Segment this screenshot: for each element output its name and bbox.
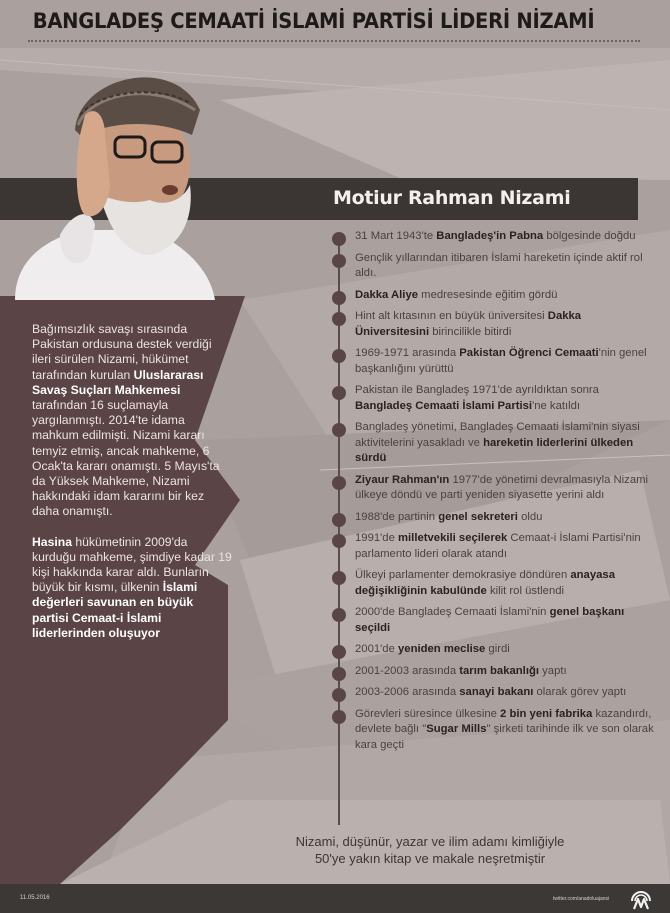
text: 'nin genel başkanlığını yürüttü: [355, 347, 647, 375]
text: tarafından 16 suçlamayla yargılanmıştı. 2014'te idama mahkum edilmişti. Nizami kararı temyiz etmiş, ancak mahkeme, 6 Ocak'ta kararı onamıştı. 5 Mayıs'ta da Yüksek Mahkeme, Nizami hakkındaki idam kararını bir kez daha onamıştı.: [32, 398, 220, 519]
text: kazandırdı, devlete bağlı ": [355, 707, 652, 736]
bold-text: genel sekreteri: [438, 510, 518, 523]
text: 2000'de Bangladeş Cemaati İslami'nin: [355, 606, 550, 619]
bold-text: Uluslararası Savaş Suçları Mahkemesi: [32, 367, 204, 397]
text: kilit rol üstlendi: [486, 584, 565, 597]
bold-text: 2 bin yeni fabrika: [500, 707, 593, 720]
text: Pakistan ile Bangladeş 1971'de ayrıldıktan sonra: [355, 384, 599, 397]
text: 'ne katıldı: [532, 399, 581, 412]
text: 2003-2006 arasında: [355, 686, 460, 699]
timeline-item-agriculture-minister: [325, 664, 655, 679]
text: Bangladeş yönetimi, Bangladeş Cemaati İslami'nin siyasi aktivitelerini yasakladı ve: [355, 421, 640, 449]
text: 1969-1971 arasında: [355, 347, 460, 360]
timeline-item-madrasa: [325, 288, 655, 303]
timeline-dot-icon: [332, 513, 346, 527]
timeline-dot-icon: [332, 386, 346, 400]
bold-text: tarım bakanlığı: [459, 664, 539, 677]
bold-text: Ziyaur Rahman'ın: [355, 473, 450, 486]
timeline-item-factories: [325, 707, 655, 753]
twitter-handle-link[interactable]: twitter.com/anadoluajansi: [553, 896, 610, 902]
timeline-item-parliament-2001: [325, 642, 655, 657]
closing-note: [210, 833, 650, 867]
timeline-dot-icon: [332, 645, 346, 659]
aa-logo-icon: [629, 887, 653, 911]
bold-text: Hasina: [32, 534, 72, 549]
timeline-item-constitution: [325, 568, 655, 599]
timeline-dot-icon: [332, 688, 346, 702]
timeline-dot-icon: [332, 291, 346, 305]
timeline-dot-icon: [332, 476, 346, 490]
timeline-dot-icon: [332, 232, 346, 246]
timeline-dot-icon: [332, 667, 346, 681]
text: bölgesinde doğdu: [543, 230, 636, 242]
page-title: BANGLADEŞ CEMAATİ İSLAMİ PARTİSİ LİDERİ NİZAMİ: [32, 9, 595, 33]
bold-text: yeniden meclise: [398, 643, 486, 656]
tribunal-paragraph: [32, 535, 232, 641]
publish-date: 11.05.2016: [20, 895, 50, 901]
bold-text: sanayi bakanı: [459, 686, 534, 699]
closing-line-1: Nizami, düşünür, yazar ve ilim adamı kimliğiyle: [295, 834, 565, 849]
timeline-item-youth: [325, 251, 655, 282]
timeline-dot-icon: [332, 608, 346, 622]
profile-name: Motiur Rahman Nizami: [333, 187, 571, 209]
header: [0, 0, 670, 48]
bold-text: Bangladeş Cemaati İslami Partisi: [355, 399, 533, 412]
bold-text: Sugar Mills: [426, 723, 487, 736]
timeline-item-industry-minister: [325, 685, 655, 700]
person-portrait-icon: [0, 55, 225, 300]
timeline-item-university: [325, 309, 655, 340]
timeline-item-birth: [325, 229, 655, 244]
text: " şirketi tarihinde ilk ve son olarak kara geçti: [355, 723, 654, 751]
bold-text: milletvekili seçilerek: [398, 532, 508, 545]
timeline-item-student-leader: [325, 346, 655, 377]
bold-text: İslami değerleri savunan en büyük partisi Cemaat-i İslami liderlerinden oluşuyor: [32, 580, 198, 640]
timeline-item-secretary: [325, 510, 655, 525]
text: yaptı: [539, 664, 567, 677]
title-divider: [28, 40, 640, 42]
timeline-dot-icon: [332, 312, 346, 326]
text: 31 Mart 1943'te: [355, 230, 437, 242]
timeline-item-mp: [325, 531, 655, 562]
text: Bağımsızlık savaşı sırasında Pakistan ordusuna destek verdiği ileri sürülen Nizami, hükümet tarafından kurulan: [32, 322, 212, 382]
timeline-dot-icon: [332, 710, 346, 724]
text: Hint alt kıtasının en büyük üniversitesi: [355, 310, 548, 323]
text: 1991'de: [355, 532, 398, 545]
text: medresesinde eğitim gördü: [418, 288, 558, 301]
text: hükümetinin 2009'da kurduğu mahkeme, şimdiye kadar 19 kişi hakkında karar aldı. Bunların büyük bir kısmı, ülkenin: [32, 534, 232, 595]
left-panel-text: [32, 322, 232, 656]
timeline-item-joined-party: [325, 383, 655, 414]
text: Gençlik yıllarından itibaren İslami hareketin içinde aktif rol aldı.: [355, 251, 643, 279]
bold-text: genel başkanı seçildi: [355, 606, 625, 634]
text: Cemaat-i İslami Partisi'nin parlamento lideri olarak atandı: [355, 532, 641, 560]
biography-timeline: [325, 229, 655, 759]
timeline-item-return: [325, 473, 655, 504]
closing-line-2: 50'ye yakın kitap ve makale neşretmiştir: [314, 851, 546, 866]
text: Görevleri süresince ülkesine: [355, 707, 501, 720]
timeline-dot-icon: [332, 534, 346, 548]
timeline-dot-icon: [332, 571, 346, 585]
trial-paragraph: [32, 322, 232, 520]
timeline-item-exile: [325, 420, 655, 466]
timeline-item-chairman: [325, 605, 655, 636]
text: Ülkeyi parlamenter demokrasiye döndüren: [355, 569, 571, 582]
bold-text: Bangladeş'in Pabna: [436, 230, 544, 242]
timeline-dot-icon: [332, 423, 346, 437]
text: oldu: [517, 510, 543, 523]
text: 1977'de yönetimi devralmasıyla Nizami ülkeye döndü ve parti yeniden siyasette yerini aldı: [355, 473, 649, 501]
bold-text: Dakka Üniversitesini: [355, 310, 582, 338]
footer: [0, 884, 670, 913]
timeline-dot-icon: [332, 254, 346, 268]
text: girdi: [485, 643, 510, 656]
text: olarak görev yaptı: [533, 686, 627, 699]
timeline-dot-icon: [332, 349, 346, 363]
text: 2001-2003 arasında: [355, 664, 460, 677]
text: 2001'de: [355, 643, 398, 656]
text: 1988'de partinin: [355, 510, 439, 523]
bold-text: hareketin liderlerini ülkeden sürdü: [355, 436, 634, 464]
text: birincilikle bitirdi: [429, 325, 512, 338]
bold-text: Pakistan Öğrenci Cemaati: [459, 347, 599, 360]
bold-text: anayasa değişikliğinin kabulünde: [355, 569, 615, 597]
bold-text: Dakka Aliye: [355, 288, 419, 301]
